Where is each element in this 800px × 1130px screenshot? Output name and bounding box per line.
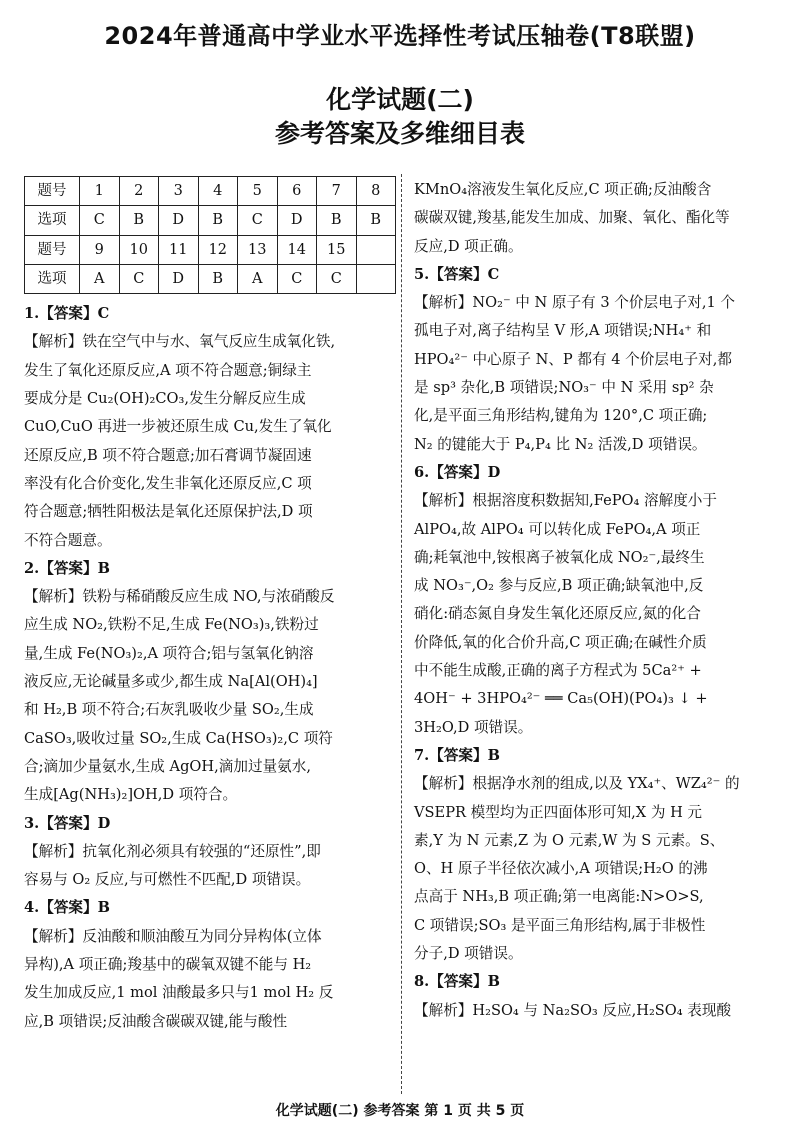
explanation-line: 异构),A 项正确;羧基中的碳氧双键不能与 H₂ [24,956,312,974]
explanation-line: 价降低,氧的化合价升高,C 项正确;在碱性介质 [414,633,707,651]
answer-table-cell: B [356,206,396,235]
explanation-line: VSEPR 模型均为正四面体形可知,X 为 H 元 [414,803,703,821]
explanation-line: N₂ 的键能大于 P₄,P₄ 比 N₂ 活泼,D 项错误。 [414,435,707,453]
explanation-line: 应,B 项错误;反油酸含碳碳双键,能与酸性 [24,1012,288,1030]
explanation-line: O、H 原子半径依次减小,A 项错误;H₂O 的沸 [414,860,708,878]
explanation-line: CaSO₃,吸收过量 SO₂,生成 Ca(HSO₃)₂,C 项符 [24,729,333,747]
explanation-line: 要成分是 Cu₂(OH)₂CO₃,发生分解反应生成 [24,390,306,408]
question-answer-heading: 3.【答案】D [24,814,111,832]
answer-table-cell: C [119,264,159,293]
explanation-line: 【解析】根据溶度积数据知,FePO₄ 溶解度小于 [414,492,717,510]
right-column [414,176,789,1025]
question-answer-heading: 7.【答案】B [414,746,500,764]
answer-table-row [25,264,396,293]
answer-table-header-cell: 选项 [25,206,80,235]
answer-table-cell: D [277,206,317,235]
document-title: 2024年普通高中学业水平选择性考试压轴卷(T8联盟) [104,22,696,50]
answer-table-row [25,206,396,235]
explanation-line: 分子,D 项错误。 [414,945,523,963]
answer-table-cell: D [159,264,199,293]
left-column [24,176,399,1036]
answer-table-cell: 3 [159,177,199,206]
explanation-line: 反应,D 项正确。 [414,237,523,255]
answer-table-cell: 11 [159,235,199,264]
explanation-line: 生成[Ag(NH₃)₂]OH,D 项符合。 [24,786,238,804]
answer-table-header-cell: 选项 [25,264,80,293]
explanation-line: CuO,CuO 再进一步被还原生成 Cu,发生了氧化 [24,418,332,436]
explanation-line: 成 NO₃⁻,O₂ 参与反应,B 项正确;缺氧池中,反 [414,577,704,595]
question-answer-heading: 4.【答案】B [24,899,110,917]
explanation-line: 确;耗氧池中,铵根离子被氧化成 NO₂⁻,最终生 [414,548,705,566]
question-answer-heading: 5.【答案】C [414,265,500,283]
explanation-line: 【解析】NO₂⁻ 中 N 原子有 3 个价层电子对,1 个 [414,294,736,312]
explanation-line: 硝化:硝态氮自身发生氧化还原反应,氮的化合 [414,605,701,623]
answer-table [24,176,396,294]
explanation-line: 【解析】抗氧化剂必须具有较强的“还原性”,即 [24,842,321,860]
answer-table-cell: 14 [277,235,317,264]
answer-table-header-cell: 题号 [25,235,80,264]
answer-table-cell: 2 [119,177,159,206]
question-answer-heading: 6.【答案】D [414,463,501,481]
explanation-line: 是 sp³ 杂化,B 项错误;NO₃⁻ 中 N 采用 sp² 杂 [414,379,714,397]
explanation-line: 孤电子对,离子结构呈 V 形,A 项错误;NH₄⁺ 和 [414,322,712,340]
document-subtitle-answers: 参考答案及多维细目表 [274,119,525,148]
question-answer-heading: 2.【答案】B [24,559,110,577]
explanation-line: HPO₄²⁻ 中心原子 N、P 都有 4 个价层电子对,都 [414,350,732,368]
explanation-line: 和 H₂,B 项不符合;石灰乳吸收少量 SO₂,生成 [24,701,314,719]
answer-table-cell: B [198,206,238,235]
explanation-line: 率没有化合价变化,发生非氧化还原反应,C 项 [24,474,312,492]
answer-table-cell: A [238,264,278,293]
answer-table-cell [356,235,396,264]
explanation-line: KMnO₄溶液发生氧化反应,C 项正确;反油酸含 [414,181,712,198]
answer-table-cell: C [80,206,120,235]
explanation-line: 点高于 NH₃,B 项正确;第一电离能:N>O>S, [414,888,704,906]
answer-table-cell: 8 [356,177,396,206]
answer-table-cell: 4 [198,177,238,206]
column-divider [401,174,402,1094]
answer-table-cell: 1 [80,177,120,206]
explanation-line: 素,Y 为 N 元素,Z 为 O 元素,W 为 S 元素。S、 [414,831,725,849]
explanation-line: 4OH⁻ + 3HPO₄²⁻ ══ Ca₅(OH)(PO₄)₃ ↓ + [414,690,708,708]
explanation-line: 符合题意;牺牲阳极法是氧化还原保护法,D 项 [24,503,313,521]
explanation-line: 合;滴加少量氨水,生成 AgOH,滴加过量氨水, [24,757,311,775]
question-answer-heading: 1.【答案】C [24,305,110,323]
explanation-line: AlPO₄,故 AlPO₄ 可以转化成 FePO₄,A 项正 [414,520,701,538]
answer-table-cell: 15 [317,235,357,264]
answer-table-cell: D [159,206,199,235]
answer-table-cell: 12 [198,235,238,264]
explanation-line: 不符合题意。 [24,531,112,549]
explanation-line: 容易与 O₂ 反应,与可燃性不匹配,D 项错误。 [24,871,311,889]
answer-table-row [25,235,396,264]
answer-table-cell: 10 [119,235,159,264]
explanation-line: 中不能生成酸,正确的离子方程式为 5Ca²⁺ + [414,662,702,680]
explanation-line: 发生了氧化还原反应,A 项不符合题意;铜绿主 [24,361,312,379]
answer-table-cell: A [80,264,120,293]
explanation-line: 【解析】反油酸和顺油酸互为同分异构体(立体 [24,927,322,945]
page-footer: 化学试题(二) 参考答案 第 1 页 共 5 页 [275,1103,525,1119]
answer-table-cell: B [119,206,159,235]
answer-table-cell: B [198,264,238,293]
question-answer-heading: 8.【答案】B [414,973,500,991]
document-subtitle: 化学试题(二) [326,85,474,114]
answer-table-cell: 9 [80,235,120,264]
explanation-line: 【解析】铁在空气中与水、氧气反应生成氧化铁, [24,333,336,351]
explanation-line: 【解析】铁粉与稀硝酸反应生成 NO,与浓硝酸反 [24,588,335,606]
explanation-line: C 项错误;SO₃ 是平面三角形结构,属于非极性 [414,916,706,934]
explanation-line: 应生成 NO₂,铁粉不足,生成 Fe(NO₃)₃,铁粉过 [24,616,319,634]
explanation-line: 【解析】根据净水剂的组成,以及 YX₄⁺、WZ₄²⁻ 的 [414,775,740,793]
answer-table-cell: 5 [238,177,278,206]
explanation-line: 3H₂O,D 项错误。 [414,718,533,736]
answer-table-cell: 7 [317,177,357,206]
answer-table-cell: B [317,206,357,235]
explanation-line: 还原反应,B 项不符合题意;加石膏调节凝固速 [24,446,312,464]
answer-table-cell: C [238,206,278,235]
answer-table-cell [356,264,396,293]
explanation-line: 发生加成反应,1 mol 油酸最多只与1 mol H₂ 反 [24,984,334,1002]
explanation-line: 碳碳双键,羧基,能发生加成、加聚、氧化、酯化等 [414,209,730,227]
answer-table-cell: 6 [277,177,317,206]
explanation-line: 【解析】H₂SO₄ 与 Na₂SO₃ 反应,H₂SO₄ 表现酸 [414,1001,732,1019]
answer-table-cell: 13 [238,235,278,264]
answer-table-cell: C [317,264,357,293]
answer-table-header-cell: 题号 [25,177,80,206]
explanation-line: 液反应,无论碱量多或少,都生成 Na[Al(OH)₄] [24,673,318,691]
answer-table-cell: C [277,264,317,293]
explanation-line: 量,生成 Fe(NO₃)₂,A 项符合;铝与氢氧化钠溶 [24,644,314,662]
answer-table-row [25,177,396,206]
explanation-line: 化,是平面三角形结构,键角为 120°,C 项正确; [414,407,708,425]
